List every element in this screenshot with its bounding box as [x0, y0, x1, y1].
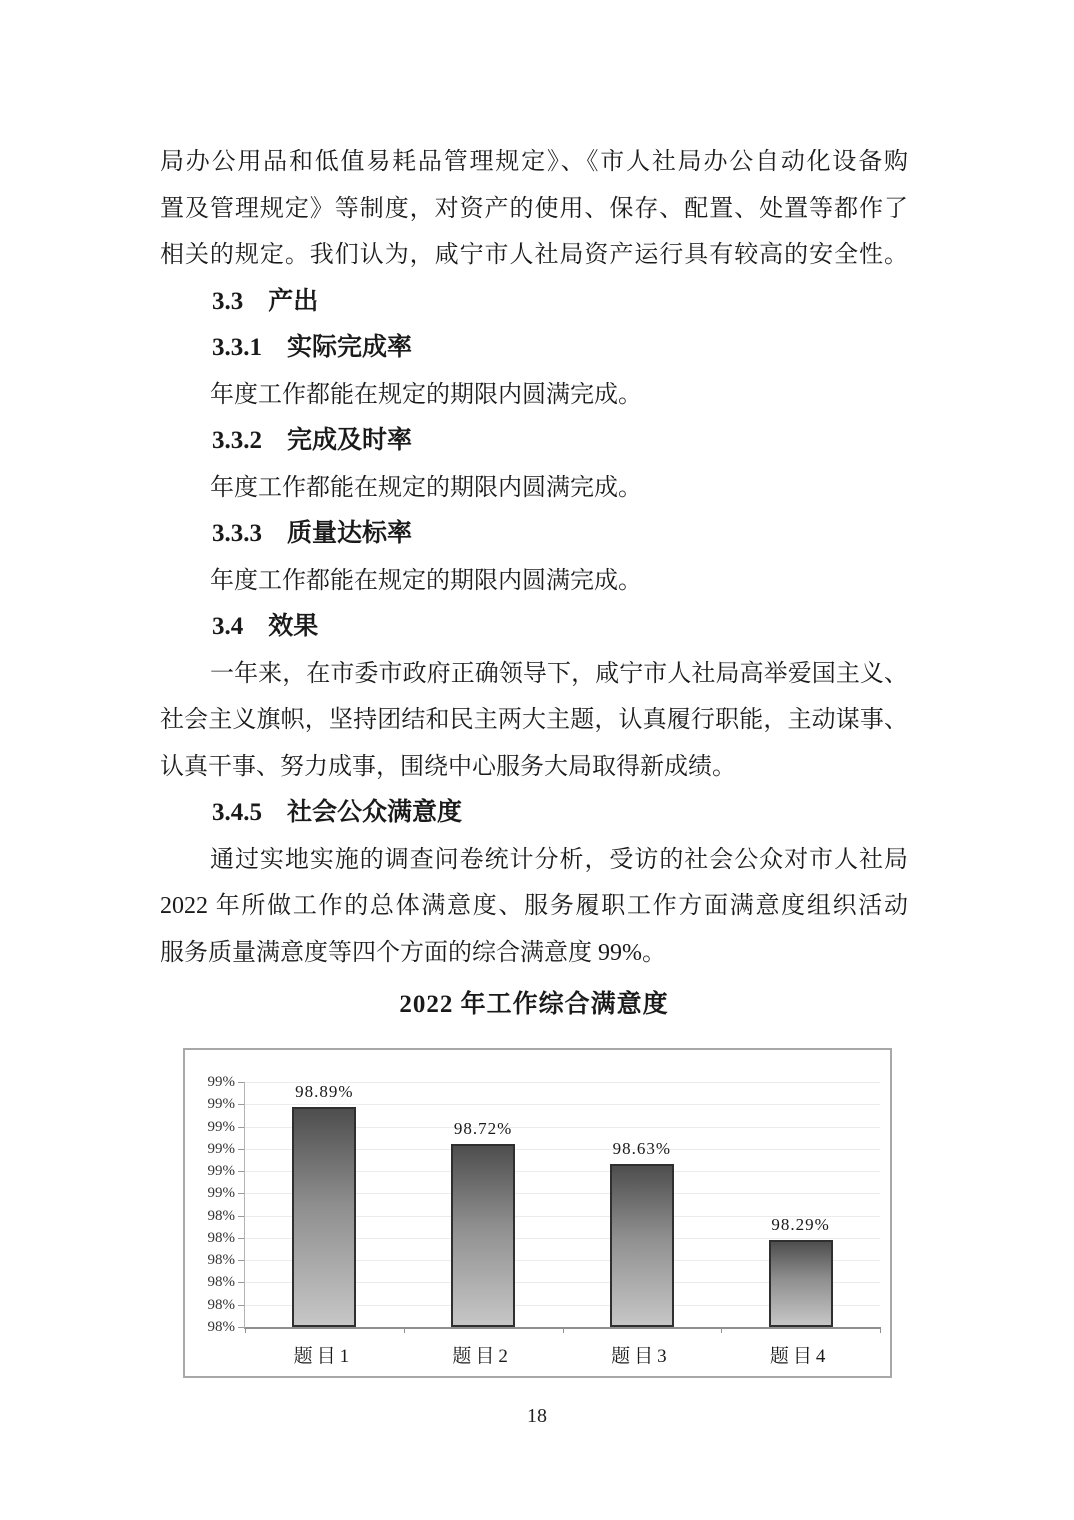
section-heading-3-3-2: 3.3.2 完成及时率: [212, 427, 413, 454]
paragraph-line: 年度工作都能在规定的期限内圆满完成。: [210, 381, 642, 408]
y-axis-tick-mark: [238, 1327, 244, 1328]
paragraph-line: 认真干事、努力成事，围绕中心服务大局取得新成绩。: [160, 753, 736, 780]
y-axis-tick-label: 99%: [207, 1074, 235, 1090]
y-axis-tick-label: 98%: [207, 1296, 235, 1313]
paragraph-line: 局办公用品和低值易耗品管理规定》、《市人社局办公自动化设备购: [160, 149, 908, 175]
y-axis-tick-label: 98%: [207, 1207, 235, 1224]
y-axis-tick-label: 99%: [207, 1096, 235, 1113]
y-axis-tick-mark: [238, 1104, 244, 1105]
y-axis-tick-label: 98%: [207, 1229, 235, 1246]
paragraph-line: 通过实地实施的调查问卷统计分析，受访的社会公众对市人社局: [210, 846, 908, 873]
y-axis-tick-mark: [238, 1193, 244, 1194]
bar-value-label: 98.89%: [295, 1081, 354, 1101]
category-label: 题目4: [769, 1346, 830, 1367]
y-axis-tick-label: 99%: [207, 1140, 235, 1157]
paragraph-line: 年度工作都能在规定的期限内圆满完成。: [210, 474, 642, 501]
y-axis-tick-label: 99%: [207, 1185, 235, 1202]
y-axis-tick-label: 98%: [207, 1319, 235, 1335]
bar-value-label: 98.29%: [771, 1215, 830, 1235]
section-heading-3-3: 3.3 产出: [212, 287, 319, 315]
x-axis-labels: [244, 1341, 879, 1368]
chart-frame: [183, 1048, 892, 1378]
y-axis-tick-label: 98%: [207, 1274, 235, 1291]
plot-area: [244, 1082, 880, 1329]
y-axis-tick-mark: [238, 1216, 244, 1217]
y-axis-tick-mark: [238, 1305, 244, 1306]
y-axis-tick-label: 99%: [207, 1118, 235, 1135]
y-axis-tick-mark: [238, 1260, 244, 1261]
x-axis-tick-mark: [245, 1327, 246, 1333]
section-heading-3-4: 3.4 效果: [212, 613, 319, 640]
y-axis-tick-label: 99%: [207, 1163, 235, 1180]
x-axis-tick-mark: [880, 1327, 881, 1333]
gridline: [245, 1104, 880, 1105]
y-axis-tick-mark: [238, 1171, 244, 1172]
paragraph-line: 2022 年所做工作的总体满意度、服务履职工作方面满意度组织活动: [160, 893, 908, 919]
bar: [451, 1144, 515, 1327]
x-axis-tick-mark: [721, 1327, 722, 1333]
y-axis-tick-mark: [238, 1238, 244, 1239]
bar: [292, 1107, 356, 1328]
bar: [769, 1240, 833, 1327]
x-axis-tick-mark: [404, 1327, 405, 1333]
y-axis-tick-mark: [238, 1282, 244, 1283]
paragraph-line: 服务质量满意度等四个方面的综合满意度 99%。: [160, 939, 666, 966]
paragraph-line: 相关的规定。我们认为，咸宁市人社局资产运行具有较高的安全性。: [160, 242, 908, 268]
paragraph-line: 社会主义旗帜，坚持团结和民主两大主题，认真履行职能，主动谋事、: [160, 707, 908, 733]
paragraph-line: 置及管理规定》等制度，对资产的使用、保存、配置、处置等都作了: [160, 195, 908, 222]
chart-title: 2022 年工作综合满意度: [399, 991, 669, 1018]
section-heading-3-3-1: 3.3.1 实际完成率: [212, 334, 413, 361]
y-axis-tick-mark: [238, 1127, 244, 1128]
category-label: 题目3: [611, 1346, 671, 1367]
body-text: [160, 139, 908, 1026]
y-axis-tick-mark: [238, 1149, 244, 1150]
bar: [610, 1164, 674, 1327]
y-axis-tick-mark: [238, 1082, 244, 1083]
bar-value-label: 98.72%: [453, 1119, 513, 1139]
category-label: 题目1: [293, 1346, 354, 1367]
bar-value-label: 98.63%: [612, 1139, 672, 1159]
page-number: 18: [527, 1405, 547, 1427]
y-axis-tick-label: 98%: [207, 1252, 235, 1269]
section-heading-3-4-5: 3.4.5 社会公众满意度: [212, 799, 463, 826]
paragraph-line: 一年来，在市委市政府正确领导下，咸宁市人社局高举爱国主义、: [210, 660, 908, 687]
x-axis-tick-mark: [563, 1327, 564, 1333]
category-label: 题目2: [452, 1346, 512, 1367]
section-heading-3-3-3: 3.3.3 质量达标率: [212, 520, 413, 547]
paragraph-line: 年度工作都能在规定的期限内圆满完成。: [210, 567, 642, 594]
